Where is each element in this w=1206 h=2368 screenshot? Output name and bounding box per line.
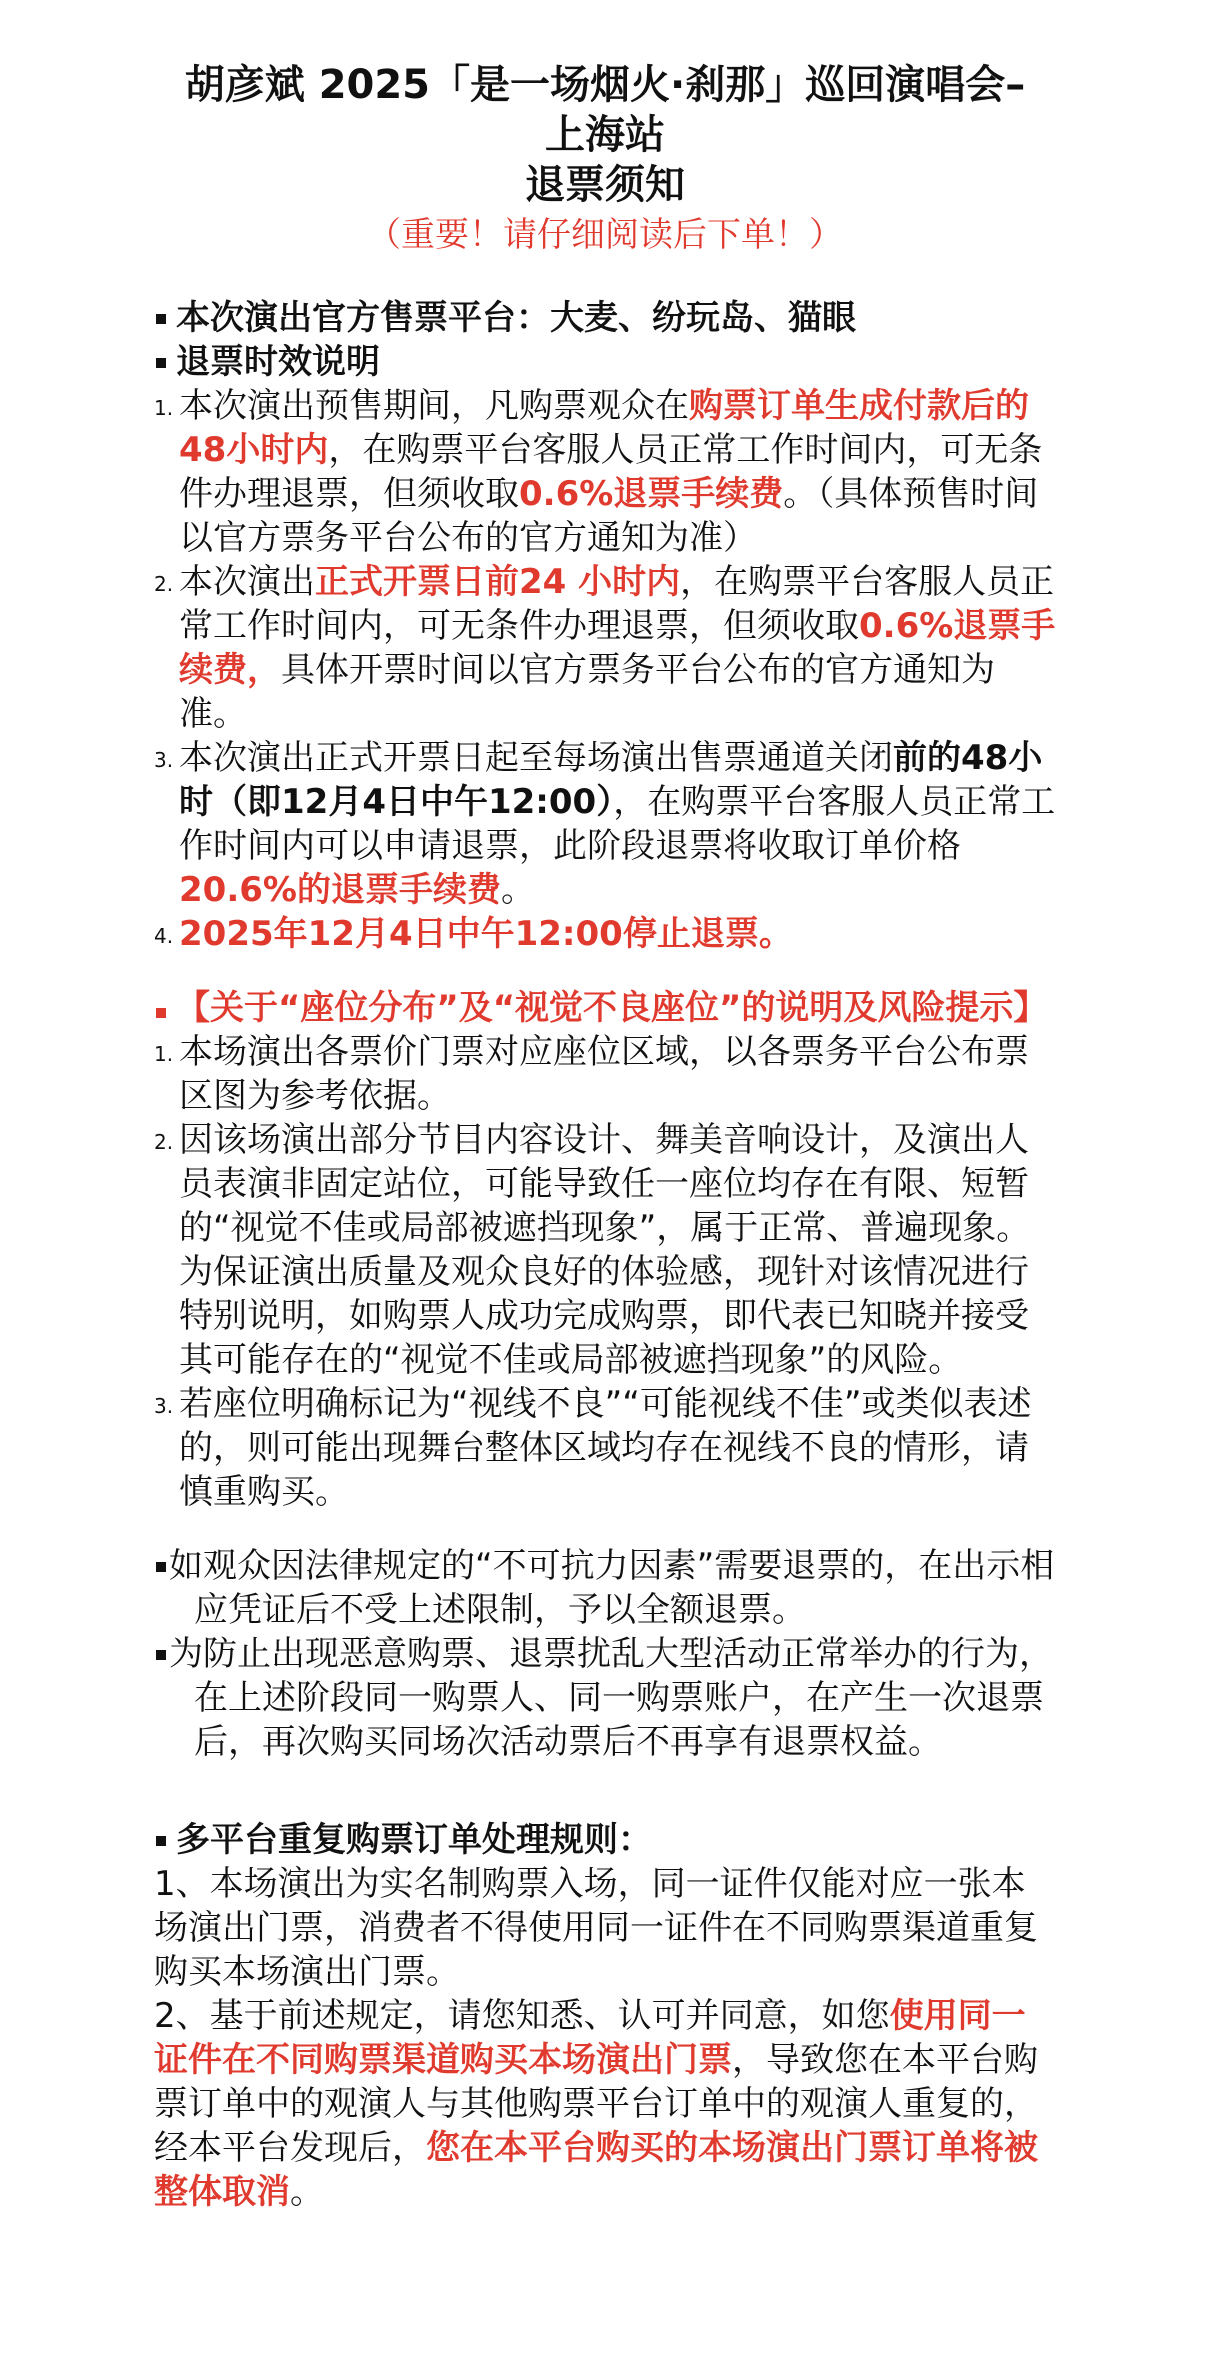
force-majeure-note: [154, 1544, 1056, 1632]
text-span: ，在购票平台客服人员正常工作时间内，可无条件办理退票，但须收取: [179, 430, 1043, 514]
important-subtitle: （重要！请仔细阅读后下单！）: [367, 215, 843, 255]
highlight-text: 购票订单生成付款后的48小时内: [179, 386, 1029, 470]
multi-rule-2: [154, 1994, 1056, 2214]
list-number: 3.: [154, 1394, 174, 1418]
seat-list: [154, 1030, 1056, 1514]
text-span: 。（具体预售时间以官方票务平台公布的官方通知为准）: [179, 474, 1039, 558]
text-span: 如观众因法律规定的“不可抗力因素”需要退票的，在出示相应凭证后不受上述限制，予以全额退票。: [169, 1546, 1055, 1630]
text-span: 。: [500, 870, 535, 910]
anti-abuse-note: [154, 1632, 1056, 1764]
title-line-1: 胡彦斌 2025「是一场烟火·刹那」巡回演唱会–: [184, 62, 1026, 108]
title-line-2: 上海站: [545, 112, 665, 158]
timing-item-1: [154, 384, 1056, 560]
platform-heading: 本次演出官方售票平台：大麦、纷玩岛、猫眼: [154, 296, 1056, 340]
list-number: 1.: [154, 396, 174, 420]
timing-heading: 退票时效说明: [154, 340, 1056, 384]
page-title: [154, 60, 1056, 210]
text-span: 若座位明确标记为“视线不良”“可能视线不佳”或类似表述的，则可能出现舞台整体区域均存在视线不良的情形，请慎重购买。: [179, 1384, 1032, 1512]
highlight-text: 0.6%退票手续费，: [179, 606, 1056, 690]
text-span: 具体开票时间以官方票务平台公布的官方通知为准。: [179, 650, 995, 734]
text-span: 为防止出现恶意购票、退票扰乱大型活动正常举办的行为，在上述阶段同一购票人、同一购票账户，在产生一次退票后，再次购买同场次活动票后不再享有退票权益。: [169, 1634, 1053, 1762]
text-span: ，导致您在本平台购票订单中的观演人与其他购票平台订单中的观演人重复的，经本平台发现后，: [154, 2040, 1038, 2168]
seat-item-3: [154, 1382, 1056, 1514]
highlight-text: 您在本平台购买的本场演出门票订单将被整体取消: [154, 2128, 1038, 2212]
title-line-3: 退票须知: [525, 162, 685, 208]
list-number: 4.: [154, 924, 174, 948]
text-span: 2、基于前述规定，请您知悉、认可并同意，如您: [154, 1996, 890, 2036]
highlight-text: 20.6%的退票手续费: [179, 870, 501, 910]
highlight-text: 正式开票日前24 小时内: [315, 562, 681, 602]
text-span: ，在购票平台客服人员正常工作时间内可以申请退票，此阶段退票将收取订单价格: [179, 782, 1056, 866]
timing-list: [154, 384, 1056, 956]
timing-item-3: [154, 736, 1056, 912]
timing-item-2: [154, 560, 1056, 736]
text-span: 因该场演出部分节目内容设计、舞美音响设计，及演出人员表演非固定站位，可能导致任一座位均存在有限、短暂的“视觉不佳或局部被遮挡现象”，属于正常、普遍现象。为保证演出质量及观众良好的体验感，现针对该情况进行特别说明，如购票人成功完成购票，即代表已知晓并接受其可能存在的“视觉不佳或局部被遮挡现象”的风险。: [179, 1120, 1031, 1380]
bold-text: 前的48小时（即12月4日中午12:00）: [179, 738, 1043, 822]
seat-risk-heading: 【关于“座位分布”及“视觉不良座位”的说明及风险提示】: [154, 986, 1056, 1030]
text-span: ，在购票平台客服人员正常工作时间内，可无条件办理退票，但须收取: [179, 562, 1055, 646]
highlight-text: 2025年12月4日中午12:00停止退票。: [179, 914, 793, 954]
list-number: 2.: [154, 1130, 174, 1154]
text-span: 。: [290, 2172, 324, 2212]
list-number: 2.: [154, 572, 174, 596]
text-span: 本次演出: [179, 562, 315, 602]
multi-platform-heading: 多平台重复购票订单处理规则：: [154, 1818, 1056, 1862]
list-number: 1.: [154, 1042, 174, 1066]
list-number: 3.: [154, 748, 174, 772]
highlight-text: 0.6%退票手续费: [519, 474, 784, 514]
text-span: 本次演出正式开票日起至每场演出售票通道关闭: [179, 738, 893, 778]
text-span: 本场演出各票价门票对应座位区域，以各票务平台公布票区图为参考依据。: [179, 1032, 1029, 1116]
seat-item-1: [154, 1030, 1056, 1118]
multi-rule-1: 1、本场演出为实名制购票入场，同一证件仅能对应一张本场演出门票，消费者不得使用同一证件在不同购票渠道重复购买本场演出门票。: [154, 1864, 1038, 1992]
highlight-text: 使用同一证件在不同购票渠道购买本场演出门票: [154, 1996, 1026, 2080]
text-span: 本次演出预售期间，凡购票观众在: [179, 386, 689, 426]
timing-item-4: [154, 912, 1056, 956]
seat-item-2: [154, 1118, 1056, 1382]
